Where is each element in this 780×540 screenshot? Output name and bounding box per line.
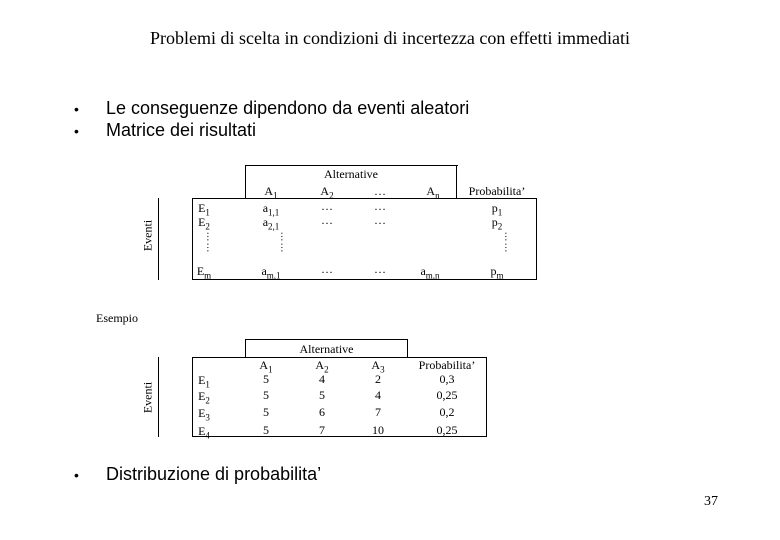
example-cell: 5: [263, 423, 269, 437]
matrix-cell: …: [321, 199, 333, 213]
matrix-cell: $a_{m,1}$: [261, 264, 281, 281]
matrix-header-alternatives: Alternative: [324, 167, 378, 181]
matrix-cell: $a_{m,n}$: [420, 264, 440, 281]
example-cell: 10: [372, 423, 384, 437]
matrix-prob: $p_2$: [491, 215, 503, 232]
example-cell: 5: [319, 388, 325, 402]
matrix-prob-header: Probabilita’: [468, 184, 526, 198]
matrix-prob: $p_m$: [490, 264, 504, 281]
example-cell: 4: [375, 388, 381, 402]
matrix-col-dots: ……: [274, 230, 286, 253]
bullet-dot: •: [74, 123, 79, 139]
example-cell: 7: [375, 405, 381, 419]
example-prob: 0,2: [439, 405, 455, 419]
matrix-col-header: $A_2$: [320, 184, 334, 201]
matrix-event: $E_1$: [198, 201, 210, 218]
matrix-side-label: Eventi: [140, 219, 155, 252]
example-header-alternatives: Alternative: [299, 342, 354, 356]
example-event: $E_2$: [198, 389, 210, 406]
example-cell: 5: [263, 405, 269, 419]
slide-title: Problemi di scelta in condizioni di incertezza con effetti immediati: [149, 28, 630, 48]
matrix-cell: …: [321, 213, 333, 227]
matrix-cell: …: [321, 262, 333, 276]
matrix-event: $E_2$: [198, 215, 210, 232]
matrix-event-dots: ……: [200, 230, 212, 253]
example-side-label: Eventi: [140, 381, 155, 414]
example-event: $E_1$: [198, 373, 210, 390]
example-cell: 5: [263, 372, 269, 386]
example-col-header: $A_1$: [259, 358, 273, 375]
example-cell: 2: [375, 372, 381, 386]
example-event: $E_4$: [198, 424, 210, 441]
matrix-cell: …: [374, 213, 386, 227]
bullet-distribution: Distribuzione di probabilita’: [106, 464, 322, 484]
matrix-cell: $a_{1,1}$: [262, 201, 280, 218]
bullet-dot: •: [74, 101, 79, 117]
bullet-matrix: Matrice dei risultati: [106, 120, 257, 140]
example-prob: 0,25: [436, 388, 458, 402]
matrix-col-header: …: [374, 184, 386, 198]
example-cell: 4: [319, 372, 325, 386]
matrix-event: $E_m$: [196, 264, 212, 281]
matrix-cell: …: [374, 199, 386, 213]
example-event: $E_3$: [198, 406, 210, 423]
example-prob: 0,3: [439, 372, 455, 386]
matrix-cell: $a_{2,1}$: [262, 215, 280, 232]
example-label: Esempio: [96, 311, 138, 325]
example-col-header: $A_3$: [371, 358, 385, 375]
matrix-prob: $p_1$: [491, 201, 503, 218]
matrix-cell: …: [374, 262, 386, 276]
bullet-consequences: Le conseguenze dipendono da eventi aleatori: [106, 98, 470, 118]
example-col-header: $A_2$: [315, 358, 329, 375]
example-prob: 0,25: [436, 423, 458, 437]
example-cell: 5: [263, 388, 269, 402]
example-prob-header: Probabilita’: [418, 358, 476, 372]
page-number: 37: [704, 494, 718, 509]
matrix-prob-dots: ……: [498, 230, 510, 253]
matrix-col-header: $A_n$: [426, 184, 440, 201]
matrix-col-header: $A_1$: [264, 184, 278, 201]
example-cell: 7: [319, 423, 325, 437]
example-cell: 6: [319, 405, 325, 419]
bullet-dot: •: [74, 467, 79, 483]
